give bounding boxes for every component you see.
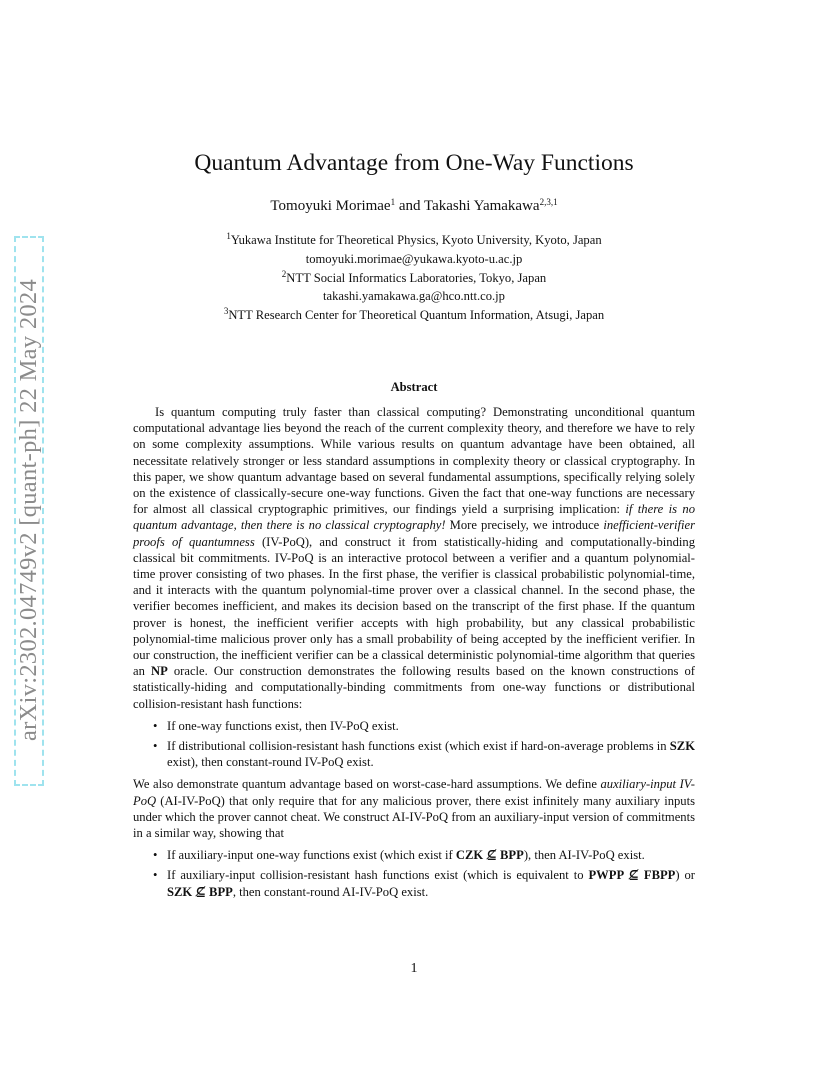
affiliation-line xyxy=(0,231,828,250)
text-run: More precisely, we introduce xyxy=(445,518,604,533)
abstract-body xyxy=(133,404,695,906)
text-run: ), then AI-IV-PoQ exist. xyxy=(523,848,645,863)
affiliation-line xyxy=(0,269,828,288)
complexity-class: SZK xyxy=(669,739,695,754)
abstract-heading: Abstract xyxy=(390,380,438,394)
text-run: (IV-PoQ), and construct it from statistically-hiding and computationally-binding classical bit commitments. IV-PoQ is an interactive protocol between a verifier and a quantum polynomial-time prover consisting of two phases. In the first phase, the verifier is classical probabilistic polynomial-time, and it interacts with the quantum polynomial-time prover over a classical channel. In the second phase, the verifier becomes inefficient, and makes its decision based on the transcript of the first phase. If the quantum prover is honest, the inefficient verifier accepts with high probability, but any classical probabilistic polynomial-time malicious prover only has a small probability of being accepted by the inefficient verifier. In our construction, the inefficient verifier can be a classical deterministic polynomial-time algorithm that queries an xyxy=(133,534,695,679)
affiliation-text: NTT Research Center for Theoretical Quantum Information, Atsugi, Japan xyxy=(228,308,605,323)
author-affiliation-mark: 1 xyxy=(390,197,396,207)
complexity-class: SZK ⊈ BPP xyxy=(167,884,233,899)
affiliations xyxy=(0,231,828,325)
list-item xyxy=(167,718,695,734)
list-item xyxy=(167,738,695,770)
affiliation-line xyxy=(0,306,828,325)
arxiv-identifier: arXiv:2302.04749v2 [quant-ph] 22 May 2024 xyxy=(15,278,42,742)
emphasized-text: auxiliary-input IV-PoQ xyxy=(133,777,695,808)
affiliation-text: NTT Social Informatics Laboratories, Tokyo, Japan xyxy=(286,270,547,285)
abstract-paragraph xyxy=(133,776,695,841)
list-item xyxy=(167,847,695,863)
page-number: 1 xyxy=(410,961,418,976)
text-run: ) or xyxy=(675,868,695,883)
emphasized-text: inefficient-verifier proofs of quantumness xyxy=(133,518,695,549)
text-run: If one-way functions exist, then IV-PoQ exist. xyxy=(167,718,399,733)
result-list xyxy=(133,847,695,900)
affiliation-mark: 2 xyxy=(281,268,287,279)
result-list xyxy=(133,718,695,771)
text-run: (AI-IV-PoQ) that only require that for any malicious prover, there exist infinitely many auxiliary inputs under which the prover cannot cheat. We construct AI-IV-PoQ from an auxiliary-input version of commitments in a similar way, showing that xyxy=(133,793,695,841)
complexity-class: CZK ⊈ BPP xyxy=(455,848,524,863)
text-run: If distributional collision-resistant hash functions exist (which exist if hard-on-average problems in xyxy=(167,739,670,754)
paper-title: Quantum Advantage from One-Way Functions xyxy=(194,150,634,176)
abstract-paragraph xyxy=(133,404,695,712)
text-run: If auxiliary-input one-way functions exist (which exist if xyxy=(167,848,456,863)
text-run: Is quantum computing truly faster than classical computing? Demonstrating unconditional quantum computational advantage lies beyond the reach of the current complexity theory, and therefore we have to rely on some complexity assumptions. While various results on quantum advantage have been obtained, all necessitate relatively stronger or less standard assumptions in complexity theory or classical cryptography. In this paper, we show quantum advantage based on several fundamental assumptions, specifically relying solely on the existence of classically-secure one-way functions. Given the fact that one-way functions are necessary for almost all classical cryptographic primitives, our findings yield a surprising implication: xyxy=(133,405,695,517)
affiliation-mark: 1 xyxy=(226,231,231,241)
author-separator: and xyxy=(395,198,424,214)
author-affiliation-mark: 2,3,1 xyxy=(539,197,558,207)
text-run: oracle. Our construction demonstrates the following results based on the known constructions of statistically-hiding and computationally-binding commitments from one-way functions or distributional collision-resistant hash functions: xyxy=(133,664,695,711)
author-email: takashi.yamakawa.ga@hco.ntt.co.jp xyxy=(323,289,505,304)
affiliation-mark: 3 xyxy=(223,306,229,317)
text-run: exist), then constant-round IV-PoQ exist. xyxy=(167,755,374,770)
list-item xyxy=(167,867,695,899)
author-list xyxy=(0,198,828,215)
emphasized-text: if there is no quantum advantage, then there is no classical cryptography! xyxy=(133,502,695,533)
author-email: tomoyuki.morimae@yukawa.kyoto-u.ac.jp xyxy=(305,251,523,266)
text-run: , then constant-round AI-IV-PoQ exist. xyxy=(232,884,429,899)
author-name: Tomoyuki Morimae xyxy=(270,198,391,214)
affiliation-text: Yukawa Institute for Theoretical Physics, Kyoto University, Kyoto, Japan xyxy=(230,233,602,247)
author-name: Takashi Yamakawa xyxy=(423,198,540,214)
complexity-class: NP xyxy=(150,664,168,679)
text-run: If auxiliary-input collision-resistant hash functions exist (which is equivalent to xyxy=(167,868,589,883)
complexity-class: PWPP ⊈ FBPP xyxy=(588,868,676,883)
text-run: We also demonstrate quantum advantage based on worst-case-hard assumptions. We define xyxy=(133,777,601,792)
